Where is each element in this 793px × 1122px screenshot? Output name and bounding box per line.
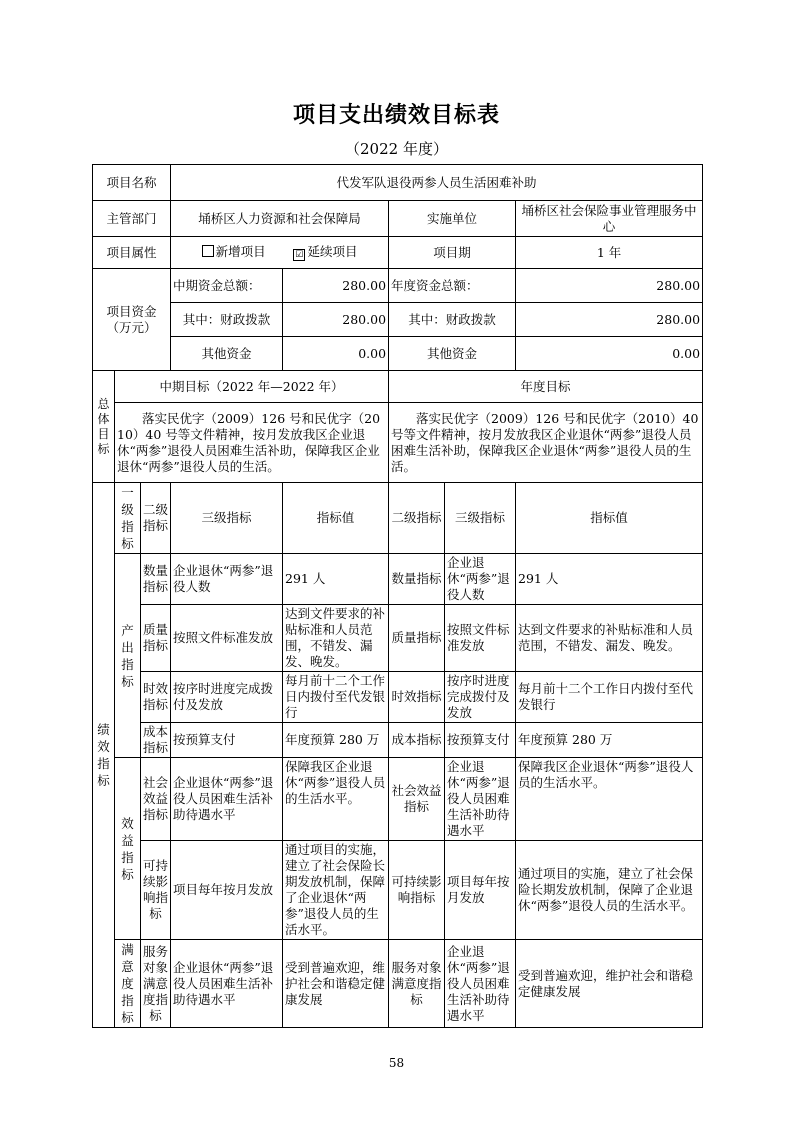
value-mid-fiscal: 280.00 (283, 303, 389, 337)
quantity-l3: 企业退休“两参”退役人数 (171, 554, 283, 605)
sustainable-l2: 可持续影响指标 (141, 841, 171, 940)
text-year-goal: 落实民优字（2009）126 号和民优字（2010）40 号等文件精神，按月发放我区企业退休“两参”退役人员困难生活补助，保障我区企业退休“两参”退役人员的生活。 (389, 403, 703, 483)
social-l3: 企业退休“两参”退役人员困难生活补助待遇水平 (171, 758, 283, 841)
label-impl: 实施单位 (389, 201, 516, 237)
social-year-l3: 企业退休“两参”退役人员困难生活补助待遇水平 (445, 758, 516, 841)
header-level1-text: 一级指标 (121, 485, 134, 551)
value-impl: 埇桥区社会保险事业管理服务中心 (516, 201, 703, 237)
timeliness-l2: 时效指标 (141, 672, 171, 723)
label-satisfaction-indicators-text: 满意度指标 (121, 942, 134, 1025)
value-mid-total: 280.00 (283, 269, 389, 303)
label-new-project: 新增项目 (215, 244, 266, 259)
row-goals-header (93, 371, 703, 403)
row-attribute (93, 237, 703, 269)
row-goals-text (93, 403, 703, 483)
timeliness-year-l2: 时效指标 (389, 672, 445, 723)
quality-l3: 按照文件标准发放 (171, 605, 283, 672)
label-period: 项目期 (389, 237, 516, 269)
cost-value: 年度预算 280 万 (283, 723, 389, 758)
row-funds-fiscal (93, 303, 703, 337)
quality-value: 达到文件要求的补贴标准和人员范围，不错发、漏发、晚发。 (283, 605, 389, 672)
sustainable-year-l3: 项目每年按月发放 (445, 841, 516, 940)
label-dept: 主管部门 (93, 201, 171, 237)
quality-year-l2: 质量指标 (389, 605, 445, 672)
sustainable-value: 通过项目的实施，建立了社会保险长期发放机制，保障了企业退休“两参”退役人员的生活水平。 (283, 841, 389, 940)
sustainable-l3: 项目每年按月发放 (171, 841, 283, 940)
row-social-benefit (93, 758, 703, 841)
cost-year-value: 年度预算 280 万 (516, 723, 703, 758)
label-continued-project: 延续项目 (307, 244, 358, 259)
header-level1 (115, 483, 141, 554)
row-satisfaction (93, 940, 703, 1028)
row-indicator-header (93, 483, 703, 554)
label-project-name: 项目名称 (93, 165, 171, 201)
sustainable-year-value: 通过项目的实施，建立了社会保险长期发放机制，保障了企业退休“两参”退役人员的生活水平。 (516, 841, 703, 940)
quantity-l2: 数量指标 (141, 554, 171, 605)
row-department (93, 201, 703, 237)
value-mid-other: 0.00 (283, 337, 389, 371)
label-year-fiscal: 其中：财政拨款 (389, 303, 516, 337)
label-year-other: 其他资金 (389, 337, 516, 371)
quantity-year-l3: 企业退休“两参”退役人数 (445, 554, 516, 605)
text-mid-goal: 落实民优字（2009）126 号和民优字（2010）40 号等文件精神，按月发放我区企业退休“两参”退役人员困难生活补助，保障我区企业退休“两参”退役人员的生活。 (115, 403, 389, 483)
label-overall-goals (93, 371, 115, 483)
label-funds: 项目资金（万元） (93, 269, 171, 371)
row-quality (93, 605, 703, 672)
label-overall-goals-text: 总体目标 (97, 396, 110, 456)
checkbox-continued-project[interactable]: ☑ (295, 250, 304, 260)
quantity-year-l2: 数量指标 (389, 554, 445, 605)
page-title: 项目支出绩效目标表 (292, 103, 500, 128)
label-performance-indicators (93, 483, 115, 1028)
header-year-level2: 二级指标 (389, 483, 445, 554)
header-level2: 二级指标 (141, 483, 171, 554)
row-cost (93, 723, 703, 758)
header-level3: 三级指标 (171, 483, 283, 554)
satisfaction-year-l2: 服务对象满意度指标 (389, 940, 445, 1028)
row-funds-other (93, 337, 703, 371)
row-timeliness (93, 672, 703, 723)
row-quantity (93, 554, 703, 605)
social-l2: 社会效益指标 (141, 758, 171, 841)
value-dept: 埇桥区人力资源和社会保障局 (171, 201, 389, 237)
header-mid-goal: 中期目标（2022 年—2022 年） (115, 371, 389, 403)
value-year-total: 280.00 (516, 269, 703, 303)
header-value: 指标值 (283, 483, 389, 554)
value-period: 1 年 (516, 237, 703, 269)
social-year-l2: 社会效益指标 (389, 758, 445, 841)
label-benefit-indicators (115, 758, 141, 940)
value-year-other: 0.00 (516, 337, 703, 371)
row-funds-total (93, 269, 703, 303)
row-sustainable-impact (93, 841, 703, 940)
timeliness-value: 每月前十二个工作日内拨付至代发银行 (283, 672, 389, 723)
page-number: 58 (388, 1056, 405, 1070)
label-year-total: 年度资金总额： (389, 269, 516, 303)
label-benefit-indicators-text: 效益指标 (121, 815, 134, 882)
label-output-indicators (115, 554, 141, 758)
satisfaction-year-value: 受到普遍欢迎，维护社会和谐稳定健康发展 (516, 940, 703, 1028)
quality-l2: 质量指标 (141, 605, 171, 672)
quantity-value: 291 人 (283, 554, 389, 605)
cost-l2: 成本指标 (141, 723, 171, 758)
cost-l3: 按预算支付 (171, 723, 283, 758)
performance-target-table (92, 164, 703, 1028)
row-project-name (93, 165, 703, 201)
quality-year-l3: 按照文件标准发放 (445, 605, 516, 672)
sustainable-year-l2: 可持续影响指标 (389, 841, 445, 940)
label-output-indicators-text: 产出指标 (121, 622, 134, 689)
timeliness-l3: 按序时进度完成拨付及发放 (171, 672, 283, 723)
label-mid-total: 中期资金总额： (171, 269, 283, 303)
page-subtitle: （2022 年度） (345, 140, 448, 158)
checkbox-new-project[interactable] (202, 245, 214, 257)
timeliness-year-l3: 按序时进度完成拨付及发放 (445, 672, 516, 723)
value-attr (171, 237, 389, 269)
value-project-name: 代发军队退役两参人员生活困难补助 (171, 165, 703, 201)
header-year-level3: 三级指标 (445, 483, 516, 554)
value-year-fiscal: 280.00 (516, 303, 703, 337)
label-mid-fiscal: 其中：财政拨款 (171, 303, 283, 337)
label-satisfaction-indicators (115, 940, 141, 1028)
quantity-year-value: 291 人 (516, 554, 703, 605)
cost-year-l2: 成本指标 (389, 723, 445, 758)
header-year-value: 指标值 (516, 483, 703, 554)
timeliness-year-value: 每月前十二个工作日内拨付至代发银行 (516, 672, 703, 723)
social-value: 保障我区企业退休“两参”退役人员的生活水平。 (283, 758, 389, 841)
cost-year-l3: 按预算支付 (445, 723, 516, 758)
label-mid-other: 其他资金 (171, 337, 283, 371)
header-year-goal: 年度目标 (389, 371, 703, 403)
satisfaction-year-l3: 企业退休“两参”退役人员困难生活补助待遇水平 (445, 940, 516, 1028)
satisfaction-l3: 企业退休“两参”退役人员困难生活补助待遇水平 (171, 940, 283, 1028)
label-performance-indicators-text: 绩效指标 (97, 722, 110, 788)
satisfaction-value: 受到普遍欢迎，维护社会和谐稳定健康发展 (283, 940, 389, 1028)
social-year-value: 保障我区企业退休“两参”退役人员的生活水平。 (516, 758, 703, 841)
label-attr: 项目属性 (93, 237, 171, 269)
quality-year-value: 达到文件要求的补贴标准和人员范围，不错发、漏发、晚发。 (516, 605, 703, 672)
satisfaction-l2: 服务对象满意度指标 (141, 940, 171, 1028)
